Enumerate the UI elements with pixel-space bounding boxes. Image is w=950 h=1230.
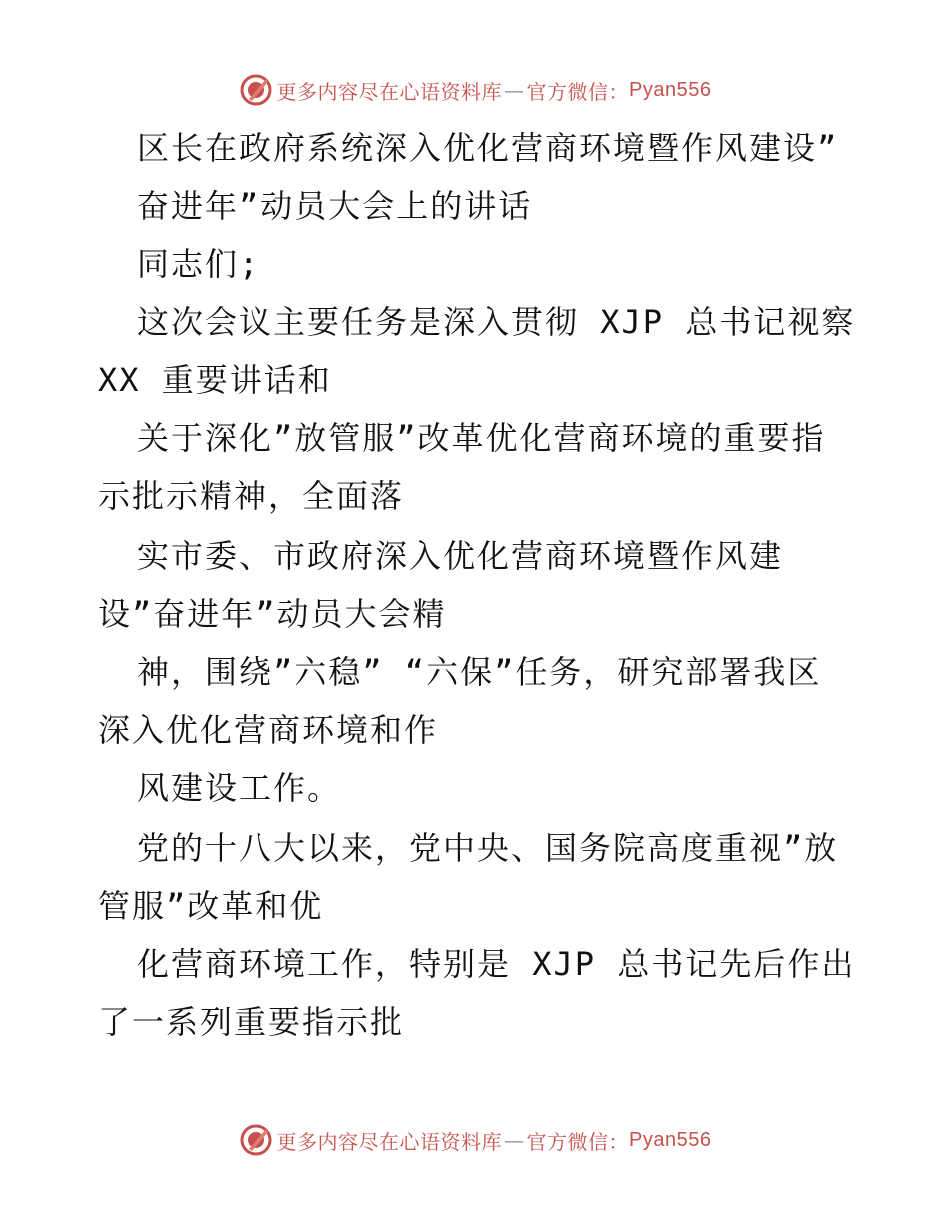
doc-line: XX 重要讲话和 xyxy=(98,361,332,399)
doc-line: 深入优化营商环境和作 xyxy=(98,711,439,749)
doc-line: 化营商环境工作，特别是 XJP 总书记先后作出 xyxy=(137,945,856,983)
doc-line: 党的十八大以来，党中央、国务院高度重视”放 xyxy=(137,829,839,867)
doc-line: 同志们; xyxy=(137,245,261,283)
doc-line: 区长在政府系统深入优化营商环境暨作风建设” xyxy=(137,129,839,167)
doc-line: 关于深化”放管服”改革优化营商环境的重要指 xyxy=(137,419,826,457)
doc-line: 奋进年”动员大会上的讲话 xyxy=(137,187,533,225)
quill-logo-icon xyxy=(239,1123,273,1157)
doc-line: 这次会议主要任务是深入贯彻 XJP 总书记视察 xyxy=(137,303,856,341)
footer-wechat-label: 官方微信： xyxy=(526,1129,630,1154)
doc-line: 实市委、市政府深入优化营商环境暨作风建 xyxy=(137,537,784,575)
header-wechat-id: Pyan556 xyxy=(629,78,712,101)
doc-line: 神，围绕”六稳” “六保”任务，研究部署我区 xyxy=(137,653,822,691)
doc-line: 了一系列重要指示批 xyxy=(98,1003,405,1041)
header-watermark-banner xyxy=(0,70,950,110)
footer-banner-text: 更多内容尽在心语资料库 xyxy=(276,1129,503,1154)
header-wechat-label: 官方微信： xyxy=(526,79,630,104)
doc-line: 风建设工作。 xyxy=(137,769,342,807)
header-banner-separator: — xyxy=(504,78,525,102)
doc-line: 示批示精神，全面落 xyxy=(98,477,405,515)
footer-wechat-id: Pyan556 xyxy=(629,1128,712,1151)
quill-logo-icon xyxy=(239,73,273,107)
footer-banner-separator: — xyxy=(504,1128,525,1152)
footer-watermark-banner xyxy=(0,1120,950,1160)
doc-line: 管服”改革和优 xyxy=(98,887,324,925)
doc-line: 设”奋进年”动员大会精 xyxy=(98,595,447,633)
header-banner-text: 更多内容尽在心语资料库 xyxy=(276,79,503,104)
